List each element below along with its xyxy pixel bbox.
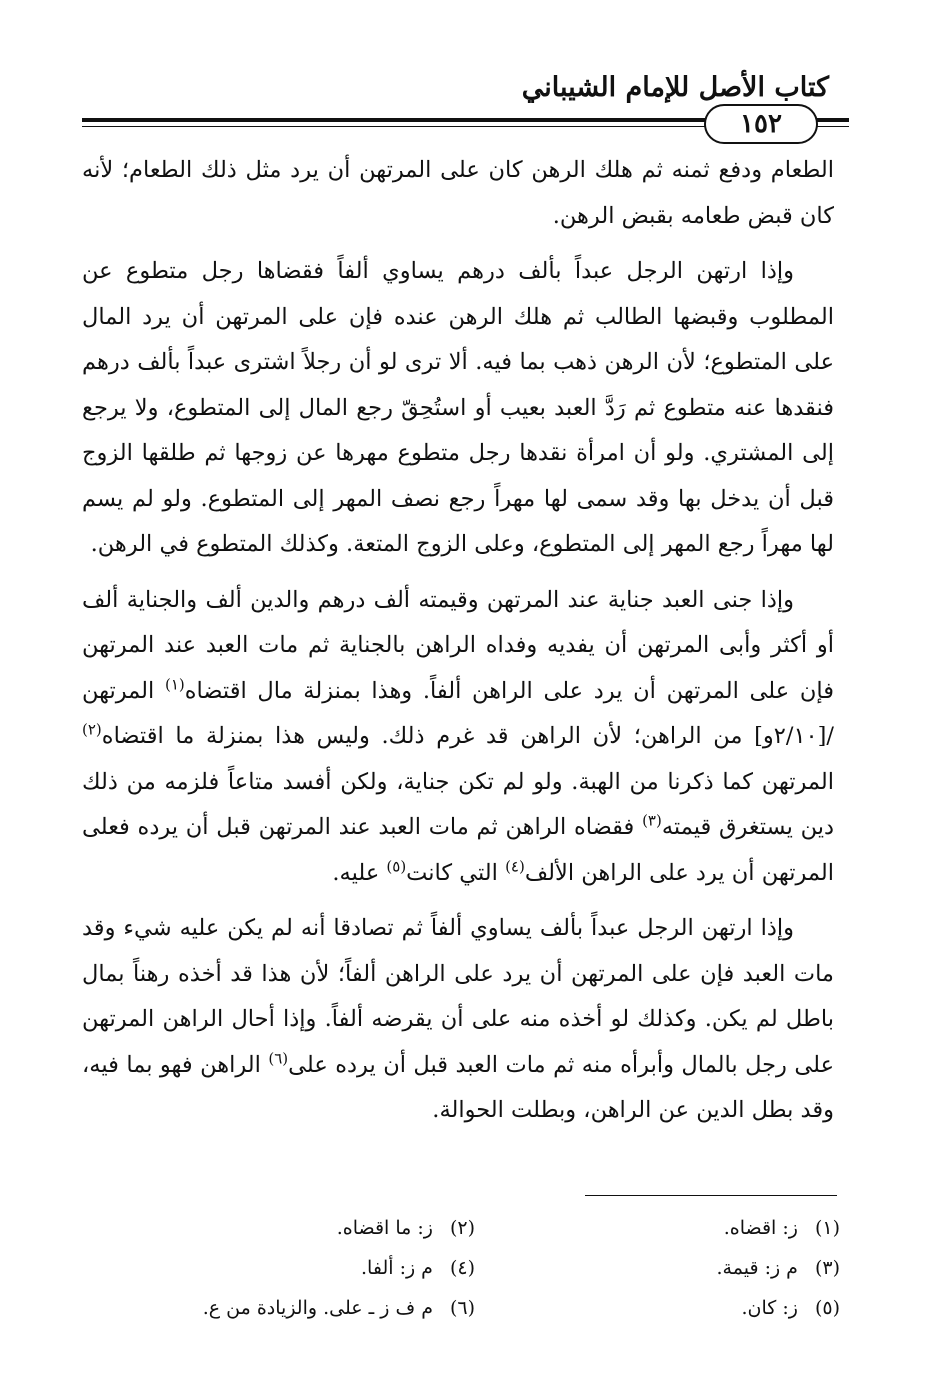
footnote-text: م ز: ألفا.: [361, 1257, 433, 1279]
footnote-number: (٤): [449, 1257, 475, 1279]
paragraph-3-text: التي كانت: [406, 859, 506, 886]
page-number-badge: [704, 104, 818, 144]
footnote-text: ز: اقضاه.: [723, 1217, 798, 1239]
footnote-text: م ف ز ـ على. والزيادة من ع.: [202, 1297, 433, 1319]
main-text: [82, 148, 834, 1144]
footnote-number: (٢): [449, 1217, 475, 1239]
paragraph-3-text: فقضاه الراهن ثم مات العبد عند المرتهن قبل أن يرده فعلى المرتهن أن يرد على الراهن الألف: [82, 814, 834, 886]
running-header-title: كتاب الأصل للإمام الشيباني: [521, 72, 829, 103]
footnote-ref-2[interactable]: (٢): [82, 720, 102, 739]
paragraph-3-text: وإذا جنى العبد جناية عند المرتهن وقيمته ألف درهم والدين ألف والجناية ألف أو أكثر وأبى المرتهن أن يفديه وفداه الراهن بالجناية ثم مات العبد عند المرتهن فإن على المرتهن أن يرد على الراهن ألفاً. وهذا بمنزلة مال اقتضاه: [82, 586, 834, 704]
paragraph-4: [82, 906, 834, 1134]
paragraph-4-text: الراهن فهو بما فيه، وقد بطل الدين عن الراهن، وبطلت الحوالة.: [82, 1051, 834, 1123]
paragraph-3-text: عليه.: [332, 859, 387, 886]
footnote-1: [475, 1208, 840, 1248]
footnotes: [110, 1208, 840, 1328]
footnote-text: ز: كان.: [741, 1297, 798, 1319]
footnote-ref-4[interactable]: (٤): [505, 857, 525, 875]
page-number: ١٥٢: [740, 109, 782, 139]
footnote-3: [475, 1248, 840, 1288]
paragraph-1: الطعام ودفع ثمنه ثم هلك الرهن كان على المرتهن أن يرد مثل ذلك الطعام؛ لأنه كان قبض طعامه بقبض الرهن.: [82, 157, 834, 229]
footnote-text: م ز: قيمة.: [716, 1257, 798, 1279]
footnote-number: (٦): [449, 1297, 475, 1319]
footnote-4: [110, 1248, 475, 1288]
footnote-6: [110, 1288, 475, 1328]
footnote-number: (١): [814, 1217, 840, 1239]
paragraph-3-text: المرتهن /[٢/١٠و] من الراهن؛ لأن الراهن قد غرم ذلك. وليس هذا بمنزلة ما اقتضاه: [82, 677, 834, 749]
paragraph-3-text: المرتهن كما ذكرنا من الهبة. ولو لم تكن جناية، ولكن أفسد متاعاً فلزمه من ذلك دين يستغرق قيمته: [82, 768, 834, 840]
footnote-separator: [585, 1195, 837, 1196]
footnote-ref-1[interactable]: (١): [164, 675, 185, 693]
footnote-5: [475, 1288, 840, 1328]
footnote-2: [110, 1208, 475, 1248]
footnote-ref-3[interactable]: (٣): [642, 811, 662, 830]
paragraph-4-text: وإذا ارتهن الرجل عبداً بألف يساوي ألفاً ثم تصادقا أنه لم يكن عليه شيء وقد مات العبد فإن على المرتهن أن يرد على الراهن ألفاً؛ لأن هذا قد أخذه رهناً بمال باطل لم يكن. وكذلك لو أخذه منه على أن يقرضه ألفاً. وإذا أحال الراهن المرتهن على رجل بالمال وأبرأه منه ثم مات العبد قبل أن يرده على: [82, 915, 834, 1078]
paragraph-2: وإذا ارتهن الرجل عبداً بألف درهم يساوي ألفاً فقضاها رجل متطوع عن المطلوب وقبضها الطالب ثم هلك الرهن عنده فإن على المرتهن أن يرد المال على المتطوع؛ لأن الرهن ذهب بما فيه. ألا ترى لو أن رجلاً اشترى عبداً بألف درهم فنقدها عنه متطوع ثم رَدَّ العبد بعيب أو استُحِقّ رجع المال إلى المتطوع، ولا يرجع إلى المشتري. ولو أن امرأة نقدها رجل متطوع مهرها عن زوجها ثم طلقها الزوج قبل أن يدخل بها وقد سمى لها مهراً رجع نصف المهر إلى المتطوع. ولو لم يسم لها مهراً رجع المهر إلى المتطوع، وعلى الزوج المتعة. وكذلك المتطوع في الرهن.: [82, 258, 834, 557]
footnote-ref-5[interactable]: (٥): [386, 857, 407, 875]
footnote-ref-6[interactable]: (٦): [268, 1049, 289, 1067]
paragraph-3: [82, 578, 834, 897]
footnote-text: ز: ما اقضاه.: [336, 1217, 433, 1239]
footnote-number: (٥): [814, 1297, 840, 1319]
footnote-number: (٣): [814, 1257, 840, 1279]
